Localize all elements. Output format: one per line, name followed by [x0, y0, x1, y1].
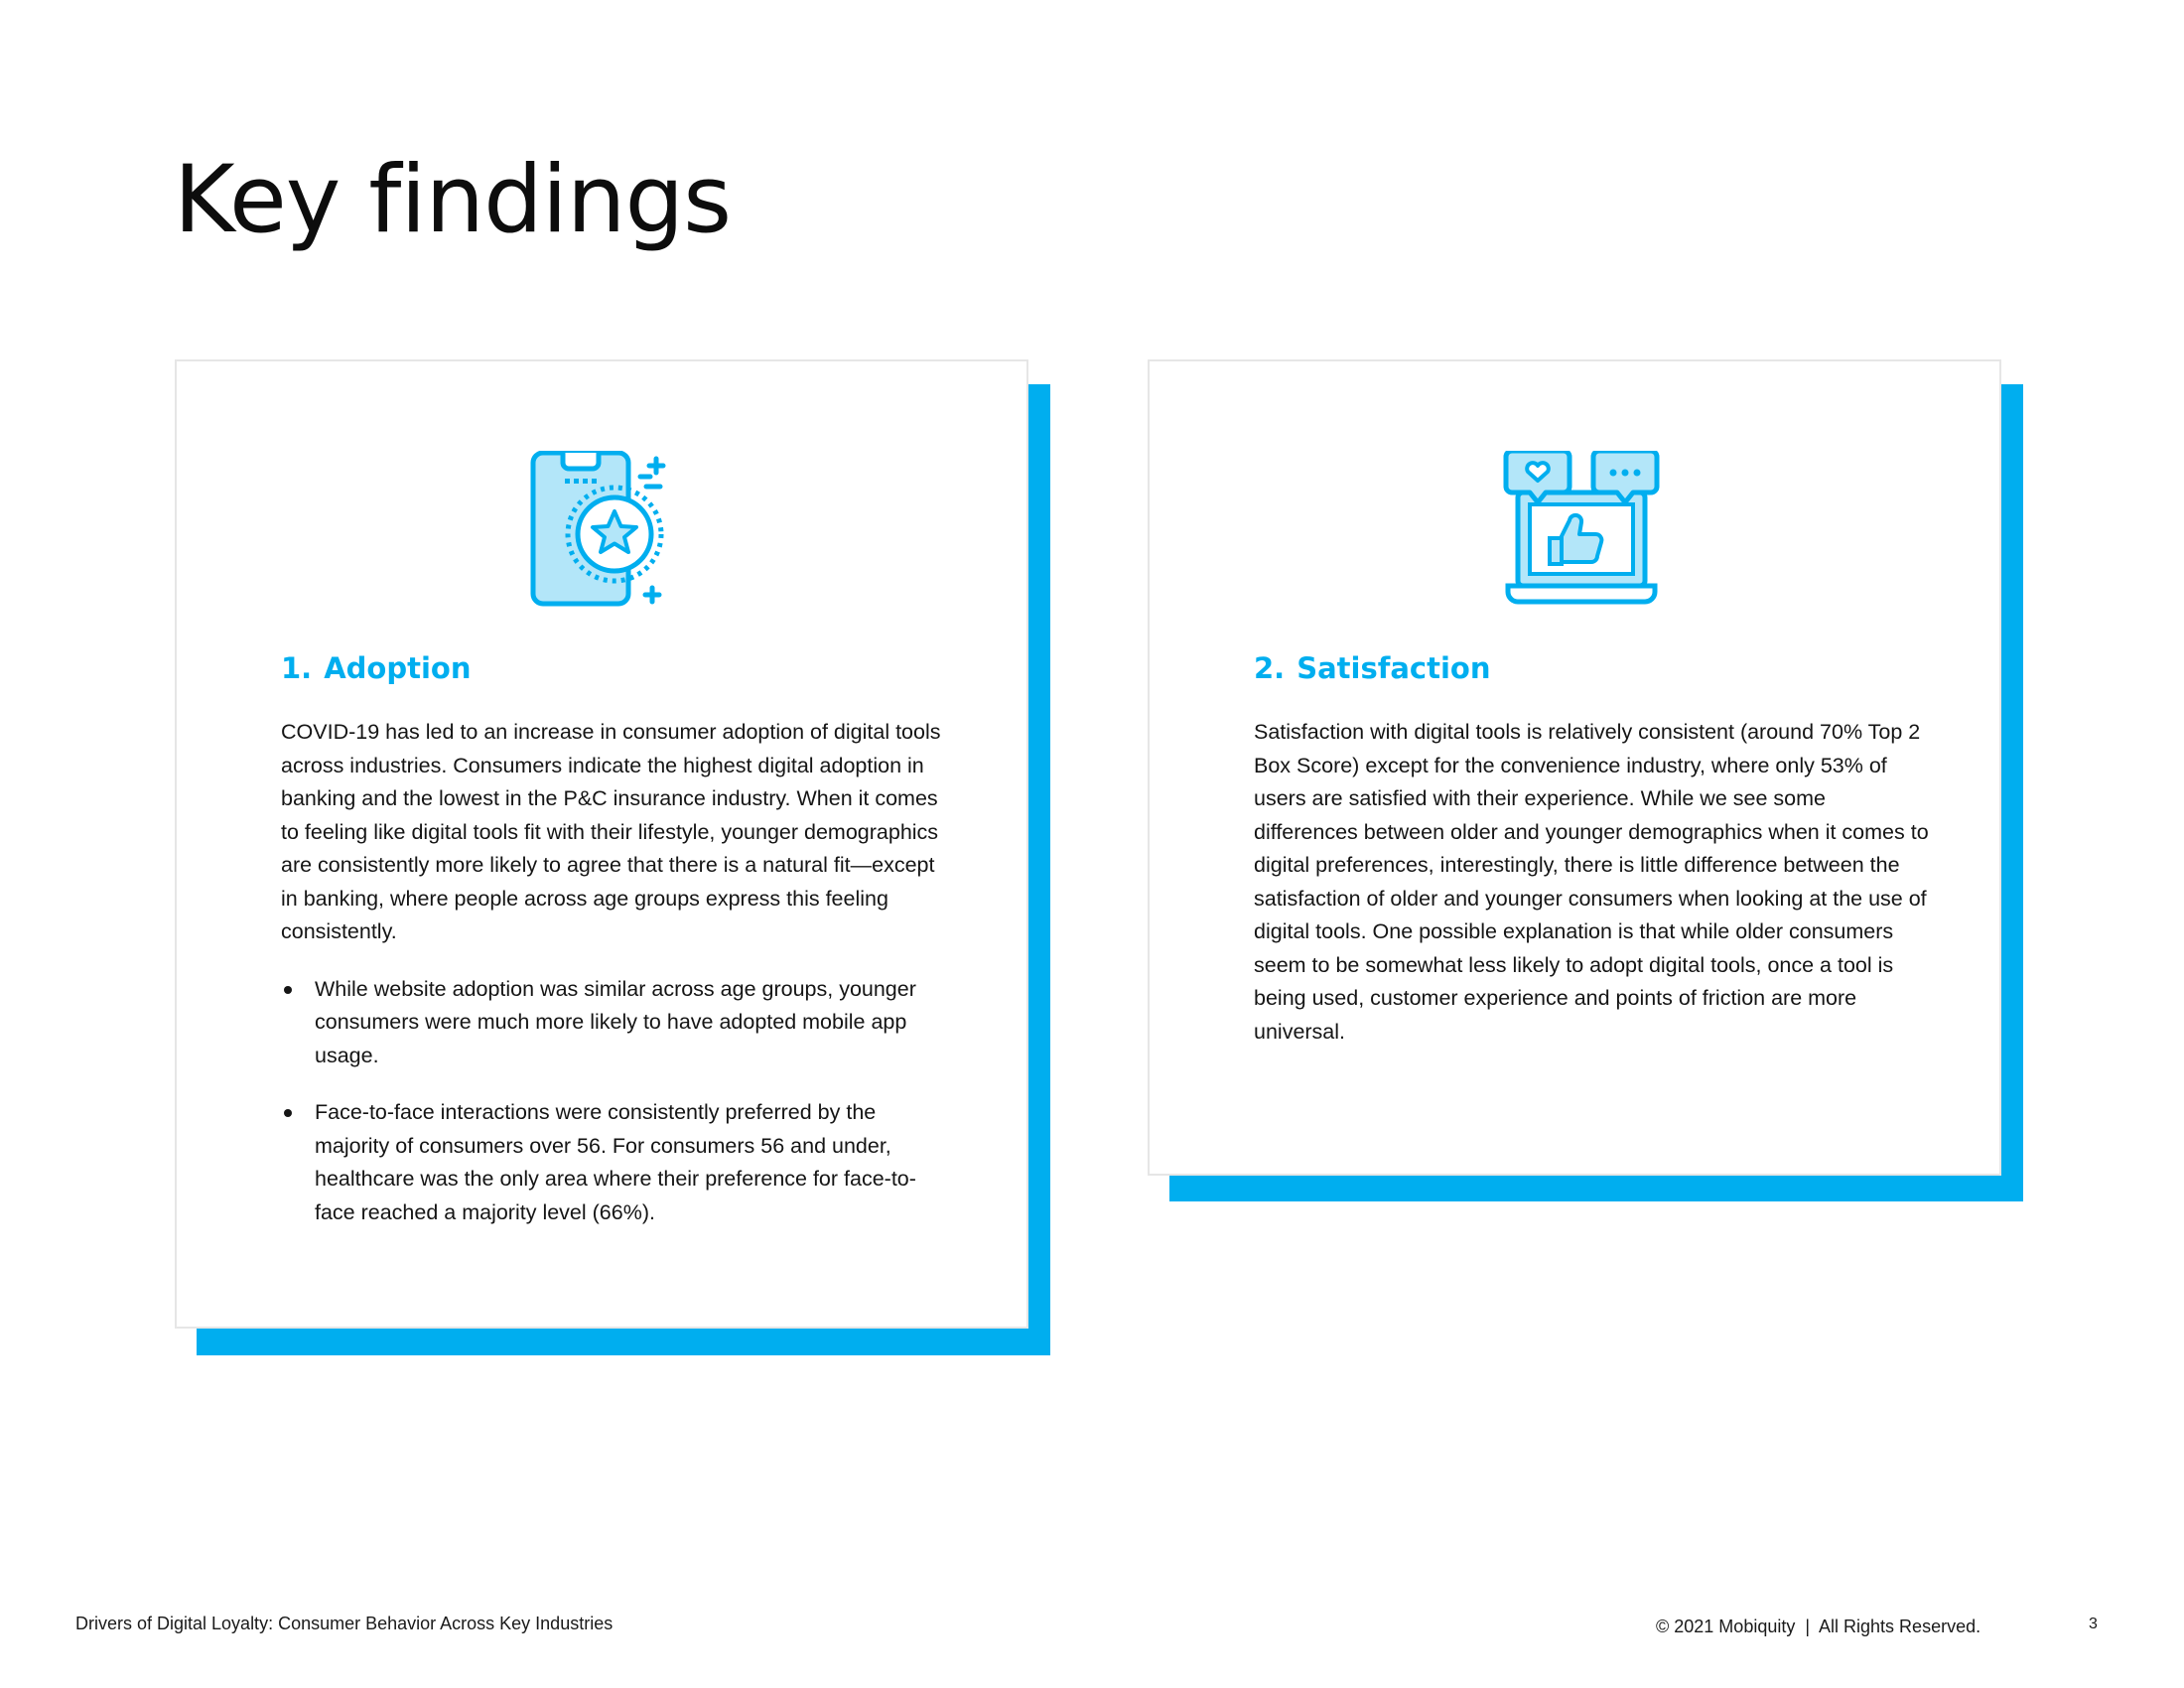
finding-body-satisfaction [1254, 716, 1929, 1049]
finding-card-satisfaction [1148, 359, 2001, 1176]
footer-document-title: Drivers of Digital Loyalty: Consumer Behavior Across Key Industries [75, 1614, 614, 1633]
finding-paragraph: Satisfaction with digital tools is relatively consistent (around 70% Top 2 Box Score) except for the convenience industry, where only 53% of users are satisfied with their experience. While we see some differences between older and younger demographics when it comes to digital preferences, interestingly, there is little difference between the satisfaction of older and younger consumers when looking at the use of digital tools. One possible explanation is that while older consumers seem to be somewhat less likely to adopt digital tools, once a tool is being used, customer experience and points of friction are more universal. [1254, 720, 1929, 1044]
page-number: 3 [2089, 1616, 2098, 1632]
finding-heading-adoption [281, 651, 471, 685]
finding-body-adoption [281, 716, 956, 1253]
smartphone-star-icon [529, 451, 688, 610]
finding-card-adoption [175, 359, 1028, 1329]
finding-title: Adoption [324, 651, 472, 685]
footer-copyright: © 2021 Mobiquity | All Rights Reserved. [1656, 1617, 1981, 1636]
finding-heading-satisfaction [1254, 651, 1490, 685]
bullet-list [281, 973, 956, 1230]
bullet-item: Face-to-face interactions were consistently preferred by the majority of consumers over 56. For consumers 56 and under, healthcare was the only area where their preference for face-to-face reached a majority level (66%). [281, 1096, 956, 1229]
laptop-thumbs-up-icon [1502, 451, 1661, 610]
finding-title: Satisfaction [1297, 651, 1491, 685]
bullet-item: While website adoption was similar across age groups, younger consumers were much more likely to have adopted mobile app usage. [281, 973, 956, 1073]
finding-number: 1. [281, 651, 313, 685]
finding-paragraph: COVID-19 has led to an increase in consumer adoption of digital tools across industries. Consumers indicate the highest digital adoption in banking and the lowest in the P&C insurance industry. When it comes to feeling like digital tools fit with their lifestyle, younger demographics are consistently more likely to agree that there is a natural fit—except in banking, where people across age groups express this feeling consistently. [281, 720, 941, 943]
page-title: Key findings [174, 146, 732, 254]
finding-number: 2. [1254, 651, 1286, 685]
